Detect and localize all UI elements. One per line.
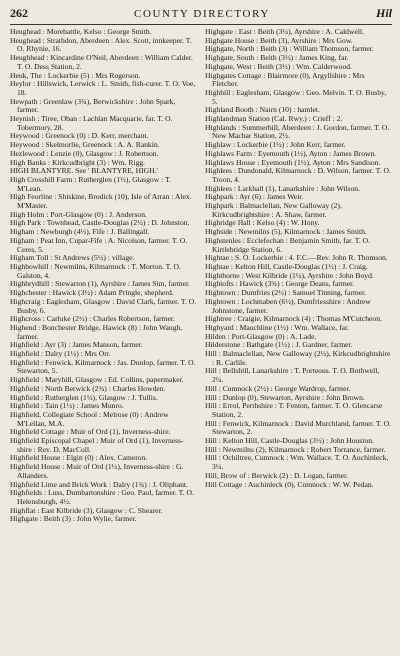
directory-entry: High Banks : Kirkcudbright (3) : Wm. Rigg. bbox=[10, 157, 146, 167]
directory-entry: Hill : Kelton Hill, Castle-Douglas (3½) : John Houston. bbox=[205, 436, 374, 446]
directory-entry: Highend : Bonchester Bridge, Hawick (8) : John Waugh, farmer. bbox=[10, 322, 183, 341]
directory-entry: Hill, Brow of : Berwick (2) : D. Logan, farmer. bbox=[205, 470, 349, 480]
directory-entry: Hightae : S. O. Lockerbie : 4. F.C.—Rev. John R. Thomson. bbox=[205, 253, 388, 263]
directory-entry: Highgate : East : Beith (3¼), Ayrshire : A. Caldwell. bbox=[205, 28, 364, 36]
page-number: 262 bbox=[10, 6, 28, 20]
directory-entry: Highside : Newmilns (5), Kilmarnock : James Smith. bbox=[205, 227, 367, 237]
directory-entry: Highfield : Ayr (3) : James Manson, farmer. bbox=[10, 340, 143, 350]
page-title: COUNTY DIRECTORY bbox=[134, 8, 270, 20]
directory-entry: Heughead : Strathdon, Aberdeen : Alex. Scott, innkeeper. T. O. Rhynie, 16. bbox=[10, 35, 192, 54]
directory-entry: Heynish : Tiree, Oban : Lachlan Macquarie, far. T. O. Tobermory, 28. bbox=[10, 114, 173, 132]
directory-entry: Hill Cottage : Auchinleck (0), Cumnock : W. W. Pedan. bbox=[205, 479, 374, 489]
directory-entry: Hill : Balmaclellan, New Galloway (2½), Kirkcudbrightshire : R. Carlile. bbox=[205, 349, 391, 367]
right-column bbox=[205, 28, 392, 656]
directory-entry: Highgate : Beith (3) : John Wylie, farmer. bbox=[10, 514, 137, 524]
running-word: Hil bbox=[375, 6, 392, 20]
directory-entry: Heughhead : Kincardine O'Neil, Aberdeen : William Calder. T. O. Dess Station, 2. bbox=[10, 53, 193, 71]
directory-entry: Highfield, Collegiate School : Melrose (0) : Andrew M'Lellan, M.A. bbox=[10, 409, 169, 428]
directory-entry: Highgate, North : Beith (3) : William Thomson, farmer. bbox=[205, 44, 374, 54]
directory-entry: HIGH BLANTYRE. See ' BLANTYRE, HIGH.' bbox=[10, 166, 158, 176]
directory-entry: Heywood : Greenock (0) : D. Kerr, merchant. bbox=[10, 131, 149, 141]
directory-entry: Highlands : Summerhill, Aberdeen : J. Gordon, farmer. T. O. New Machar Station, 2½. bbox=[205, 122, 390, 141]
directory-entry: High Feorline : Shiskine, Brodick (10), Isle of Arran : Alex. M'Master. bbox=[10, 192, 192, 211]
directory-entry: Highfield Episcopal Chapel : Muir of Ord (1), Inverness-shire : Rev. D. MacColl. bbox=[10, 436, 184, 454]
directory-entry: Highfield : Tain (1½) : James Munro. bbox=[10, 401, 124, 411]
directory-entry: Highpark : Ayr (6) : James Weir. bbox=[205, 192, 304, 202]
directory-entry: Highpark : Balmaclellan, New Galloway (2), Kirkcudbrightshire : A. Shaw, farmer. bbox=[205, 201, 342, 219]
directory-entry: Highfield Cottage : Muir of Ord (1), Inverness-shire. bbox=[10, 427, 171, 437]
directory-entry: Higham Toll : St Andrews (5½) : village. bbox=[10, 253, 135, 263]
directory-entry: Highfield : North Berwick (2¾) : Charles Howden. bbox=[10, 383, 166, 393]
directory-entry: Heylor : Hillswick, Lerwick : L. Smith, fish-curer. T. O. Voe, 18. bbox=[10, 79, 196, 97]
directory-entry: Highyard : Mauchline (1½) : Wm. Wallace, far. bbox=[205, 322, 349, 332]
directory-entry: Highcross : Carluke (2½) : Charles Robertson, farmer. bbox=[10, 314, 175, 324]
directory-entry: Highland Booth : Nairn (10) : hamlet. bbox=[205, 105, 320, 115]
directory-entry: Heughead : Morebattle, Kelso : George Smith. bbox=[10, 28, 152, 36]
directory-entry: Highfields : Luss, Dumbartonshire : Geo. Paul, farmer. T. O. Helensburgh, 4½. bbox=[10, 488, 194, 506]
directory-entry: Hill : Errol, Perthshire : T. Fenton, farmer. T. O. Glencarse Station, 2. bbox=[205, 401, 383, 419]
directory-entry: Hill : Bellshill, Lanarkshire : T. Porteous. T. O. Bothwell, 2¼. bbox=[205, 366, 380, 385]
directory-entry: Highlandman Station (Cal. Rwy.) : Crieff : 2. bbox=[205, 114, 343, 124]
directory-entry: Highgate House : Beith (3), Ayrshire : Mrs Gow. bbox=[205, 35, 353, 45]
directory-entry: Highbowhill : Newmilns, Kilmarnock : T. Morton. T. O. Galston, 4. bbox=[10, 261, 181, 280]
directory-entry: High Park : Townhead, Castle-Douglas (2½) : D. Johnston. bbox=[10, 218, 190, 228]
directory-entry: Highfield House : Muir of Ord (1½), Inverness-shire : G. Allanders. bbox=[10, 462, 184, 480]
directory-entry: Highlaws Farm : Eyemouth (1½), Ayton : James Brown. bbox=[205, 148, 377, 158]
header-rule bbox=[10, 24, 392, 25]
directory-entry: Hill : Fenwick, Kilmarnock : David Murchland, farmer. T. O. Stewarton, 2. bbox=[205, 418, 392, 437]
directory-entry: Heywood : Skelmorlie, Greenock : A. A. Rankin. bbox=[10, 140, 160, 150]
directory-entry: Highlaw : Lockerbie (1½) : John Kerr, farmer. bbox=[205, 140, 346, 150]
directory-entry: Hightae : Kelton Hill, Castle-Douglas (1½) : J. Craig. bbox=[205, 261, 368, 271]
directory-entry: Highlees : Larkhall (1), Lanarkshire : John Wilson. bbox=[205, 183, 360, 193]
running-header bbox=[10, 6, 392, 22]
directory-entry: Highflat : East Kilbride (3), Glasgow : C. Shearer. bbox=[10, 505, 163, 515]
directory-entry: Hill : Cumnock (2½) : George Wardrop, farmer. bbox=[205, 383, 351, 393]
directory-entry: Highfield House : Elgin (0) : Alex. Cameron. bbox=[10, 453, 148, 463]
directory-entry: Hewpath : Greenlaw (3¾), Berwickshire : John Spark, farmer. bbox=[10, 96, 176, 115]
directory-entry: Highchester : Hawick (3½) : Adam Pringle, shepherd. bbox=[10, 288, 174, 298]
directory-entry: Highfield : Dalry (1½) : Mrs Orr. bbox=[10, 349, 111, 359]
directory-entry: Highhill : Eaglesham, Glasgow : Geo. Melvin. T. O. Busby, 5. bbox=[205, 87, 387, 106]
directory-entry: Hilden : Port-Glasgow (0) : A. Lade. bbox=[205, 331, 317, 341]
directory-entry: Highfield Lime and Brick Work : Dalry (1¾) : J. Oliphant. bbox=[10, 479, 188, 489]
directory-entry: Highbrydhill : Stewarton (1), Ayrshire : James Sim, farmer. bbox=[10, 279, 191, 289]
directory-entry: Highthorne : West Kilbride (1¼), Ayrshire : John Boyd. bbox=[205, 270, 374, 280]
directory-entry: Hezlewood : Lenzie (0), Glasgow : J. Robertson. bbox=[10, 148, 159, 158]
directory-entry: Hill : Newmilns (2), Kilmarnock : Robert Torrance, farmer. bbox=[205, 444, 386, 454]
left-column bbox=[10, 28, 197, 656]
directory-entry: Hightown : Dumfries (2½) : Samuel Tinning, farmer. bbox=[205, 288, 367, 298]
directory-entry: Hill : Ochiltree, Cumnock : Wm. Wallace. T. O. Auchinleck, 3¼. bbox=[205, 453, 389, 472]
directory-entry: Highridge Hall : Kelso (4) : W. Hony. bbox=[205, 218, 320, 228]
directory-entry: Hilderstone : Bathgate (1½) : J. Gardner, farmer. bbox=[205, 340, 353, 350]
directory-entry: Hightree : Craigie, Kilmarnock (4) : Thomas M'Cutcheon. bbox=[205, 314, 382, 324]
directory-entry: High Holm : Port-Glasgow (0) : J. Anderson. bbox=[10, 209, 147, 219]
directory-entry: Higham : Peat Inn, Cupar-Fife : A. Nicolson, farmer. T. O. Ceres, 5. bbox=[10, 235, 188, 254]
directory-entry: Highcraig : Eaglesham, Glasgow : David Clark, farmer. T. O. Busby, 6. bbox=[10, 296, 197, 315]
directory-entry: Hightofts : Hawick (3¾) : George Deans, farmer. bbox=[205, 279, 355, 289]
directory-entry: Hightown : Lochmaben (6½), Dumfriesshire : Andrew Johnstone, farmer. bbox=[205, 296, 371, 315]
directory-entry: Highfield : Maryhill, Glasgow : Ed. Collins, papermaker. bbox=[10, 375, 184, 385]
directory-entry: Highgate, West : Beith (3½) : Wm. Calderwood. bbox=[205, 61, 352, 71]
entry-columns bbox=[10, 28, 392, 656]
directory-entry: High Crosshill Farm : Rutherglen (1½), Glasgow : T. M'Lean. bbox=[10, 174, 171, 193]
directory-entry: Hill : Dunlop (0), Stewarton, Ayrshire : John Brown. bbox=[205, 392, 365, 402]
directory-entry: Highlaws House : Eyemouth (1½), Ayton : Mrs Sandison. bbox=[205, 157, 381, 167]
directory-entry: Heuk, The : Lockerbie (5) : Mrs Rogerson. bbox=[10, 70, 141, 80]
directory-entry: Highstenles : Ecclefechan : Benjamin Smith, far. T. O. Kirtlebridge Station, 6. bbox=[205, 235, 371, 254]
directory-entry: Highlees : Dundonald, Kilmarnock : D. Wilson, farmer. T. O. Troon, 4. bbox=[205, 166, 391, 184]
directory-entry: Higham : Newburgh (4½), Fife : J. Ballingall. bbox=[10, 227, 150, 237]
directory-entry: Highgate, South : Beith (3½) : James King, far. bbox=[205, 53, 349, 63]
directory-entry: Highfield : Rutherglen (1½), Glasgow : J. Tullis. bbox=[10, 392, 158, 402]
directory-entry: Highfield : Fenwick, Kilmarnock : Jas. Dunlop, farmer. T. O. Stewarton, 5. bbox=[10, 357, 196, 376]
directory-entry: Highgates Cottage : Blairmore (0), Argyllshire : Mrs Fletcher. bbox=[205, 70, 365, 89]
